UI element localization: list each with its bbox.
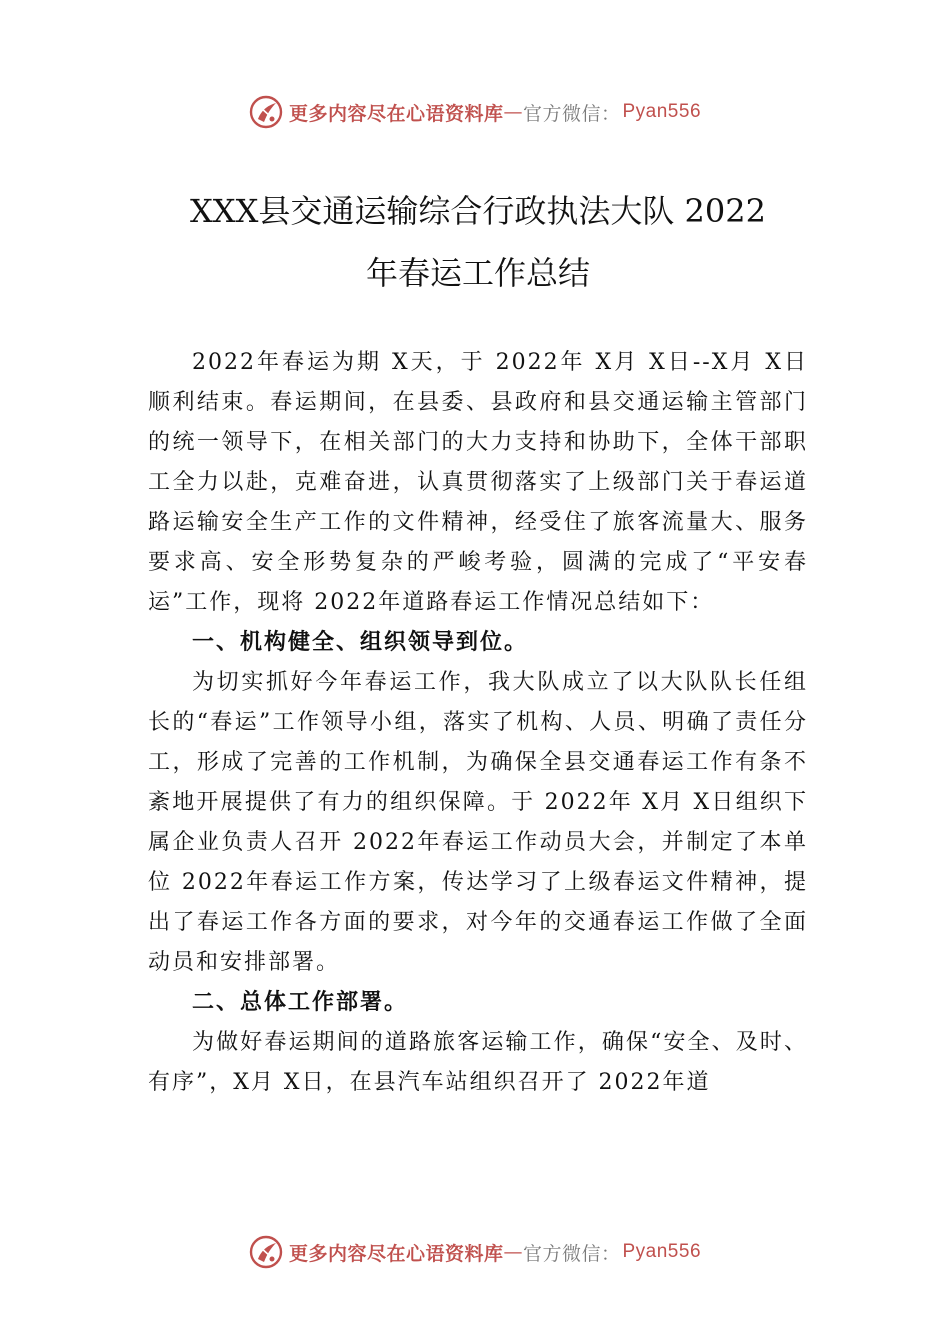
- document-body: [148, 343, 808, 1103]
- body-paragraph: 为切实抓好今年春运工作，我大队成立了以大队队长任组长的“春运”工作领导小组，落实了机构、人员、明确了责任分工，形成了完善的工作机制，为确保全县交通春运工作有条不紊地开展提供了有力的组织保障。于 2022年 X月 X日组织下属企业负责人召开 2022年春运工作动员大会，并制定了本单位 2022年春运工作方案，传达学习了上级春运文件精神，提出了春运工作各方面的要求，对今年的交通春运工作做了全面动员和安排部署。: [148, 670, 808, 975]
- watermark-label: 官方微信：: [522, 1242, 621, 1265]
- title-line-2: 年春运工作总结: [365, 254, 590, 292]
- seal-logo-icon: [249, 1235, 283, 1269]
- title-line-1: XXX县交通运输综合行政执法大队 2022: [190, 192, 766, 230]
- watermark-text: 更多内容尽在心语资料库: [288, 1242, 504, 1265]
- section-heading: 二、总体工作部署。: [192, 990, 409, 1015]
- watermark-label: 官方微信：: [522, 102, 621, 125]
- watermark-dash: —: [503, 101, 523, 123]
- watermark-account: Pyan556: [622, 1241, 702, 1262]
- document-title: [148, 180, 808, 304]
- header-watermark: [0, 92, 950, 132]
- body-paragraph: 2022年春运为期 X天，于 2022年 X月 X日--X月 X日顺利结束。春运期间，在县委、县政府和县交通运输主管部门的统一领导下，在相关部门的大力支持和协助下，全体干部职工全力以赴，克难奋进，认真贯彻落实了上级部门关于春运道路运输安全生产工作的文件精神，经受住了旅客流量大、服务要求高、安全形势复杂的严峻考验，圆满的完成了“平安春运”工作，现将 2022年道路春运工作情况总结如下：: [148, 350, 808, 615]
- seal-logo-icon: [249, 95, 283, 129]
- footer-watermark: [0, 1232, 950, 1272]
- section-heading: 一、机构健全、组织领导到位。: [192, 630, 529, 655]
- body-paragraph: 为做好春运期间的道路旅客运输工作，确保“安全、及时、有序”，X月 X日，在县汽车站组织召开了 2022年道: [148, 1030, 808, 1095]
- watermark-account: Pyan556: [622, 101, 702, 122]
- watermark-text: 更多内容尽在心语资料库: [288, 102, 504, 125]
- watermark-dash: —: [503, 1241, 523, 1263]
